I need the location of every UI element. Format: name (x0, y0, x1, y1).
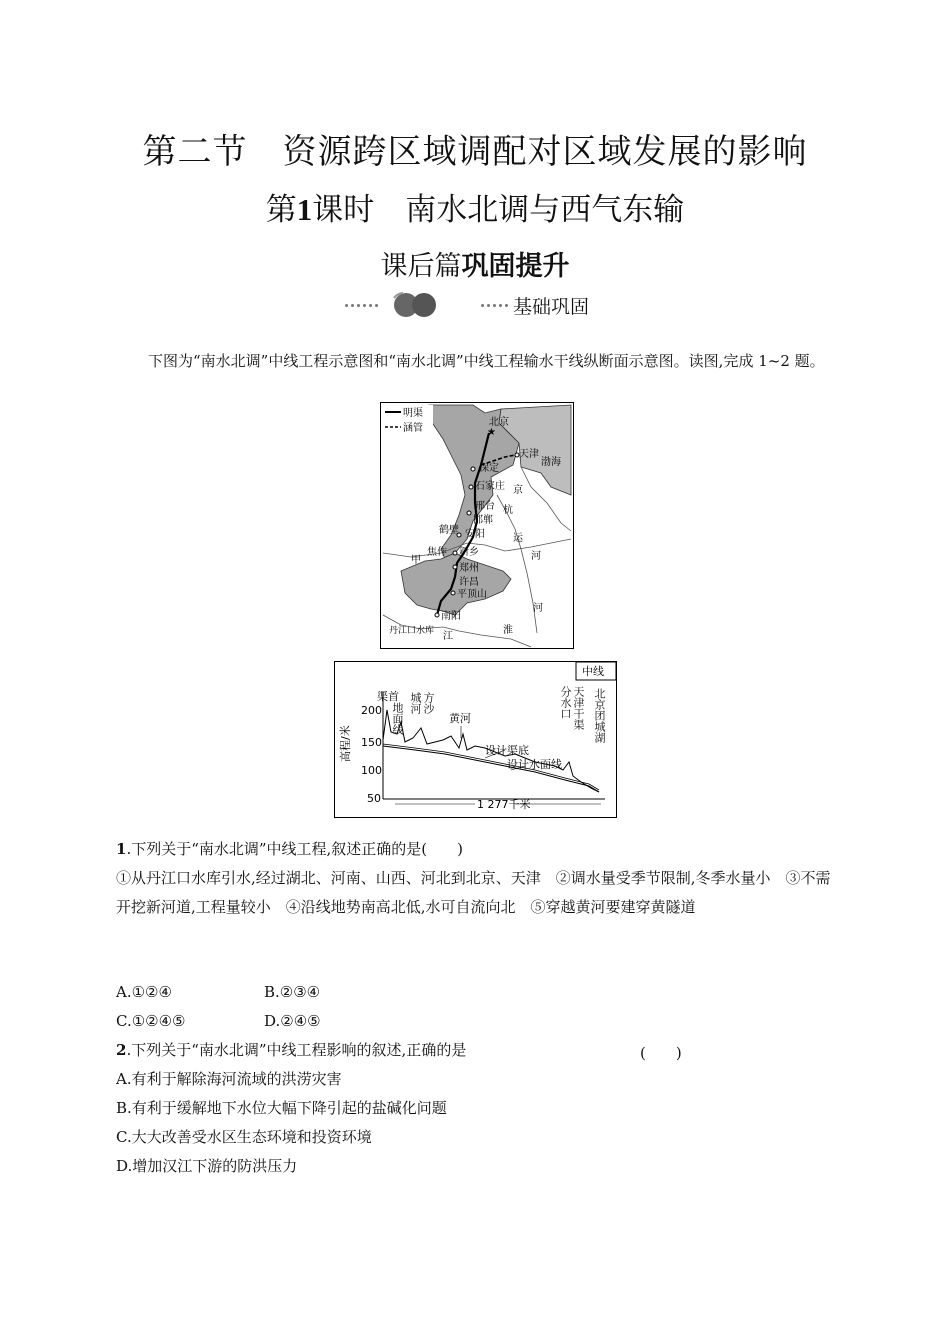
dots-right-icon (481, 304, 511, 308)
question-1 (116, 835, 836, 922)
map-beijing: 北京 (489, 417, 509, 428)
map-huai: 淮 (503, 625, 513, 636)
label-fangsha: 方沙城河 (409, 692, 435, 714)
map-zhengzhou: 郑州 (459, 563, 479, 574)
map-yun: 运 (513, 533, 523, 544)
legend-culvert: 涵管 (403, 423, 423, 434)
q2-number: 2 (116, 1041, 127, 1059)
label-dimianxian: 地面线 (391, 702, 404, 735)
map-anyang: 安阳 (465, 529, 485, 540)
q1-statements: ①从丹江口水库引水,经过湖北、河南、山西、河北到北京、天津 ②调水量受季节限制,冬季水量小 ③不需开挖新河道,工程量较小 ④沿线地势南高北低,水可自流向北 ⑤穿越黄河要建穿黄隧道 (116, 869, 831, 916)
map-xingtai: 邢台 (475, 501, 495, 512)
ytick-200: 200 (361, 704, 382, 717)
q2-stem: .下列关于“南水北调”中线工程影响的叙述,正确的是 (126, 1041, 467, 1059)
lesson-rest: 课时 南水北调与西气东输 (312, 192, 685, 228)
label-water-line: 设计水面线 (507, 758, 562, 771)
ytick-150: 150 (361, 736, 382, 749)
label-qushou (377, 689, 399, 703)
map-nanyang: 南阳 (441, 611, 461, 622)
profile-tag: 中线 (582, 665, 604, 678)
label-qushou-text: 渠首 (377, 690, 399, 703)
map-hebi: 鹤壁 (439, 525, 459, 536)
map-he: 河 (531, 551, 541, 562)
map-handan: 邯郸 (473, 515, 493, 526)
profile-ylabel: 高程/米 (339, 725, 352, 762)
question-2 (116, 1036, 836, 1181)
label-canal-bottom: 设计渠底 (485, 744, 529, 757)
label-huanghe: 黄河 (449, 712, 471, 725)
ytick-100: 100 (361, 764, 382, 777)
profile-chart (334, 661, 617, 818)
map-tianjin: 天津 (519, 449, 539, 460)
q1-number: 1 (116, 840, 127, 858)
profile-xlabel: 1 277千米 (477, 798, 531, 811)
q2-bracket: ( ) (640, 1044, 682, 1062)
ytick-50: 50 (367, 792, 381, 805)
map-shijiazhuang: 石家庄 (475, 481, 505, 492)
lesson-number: 1 (296, 192, 313, 227)
lesson-prefix: 第 (265, 192, 297, 228)
map-jing: 京 (513, 485, 523, 496)
map-xuchang: 许昌 (459, 577, 479, 588)
dots-left-icon (345, 304, 381, 308)
label-tianjin-branch: 天津干渠分水口 (559, 686, 585, 730)
q1-option-b[interactable]: B.②③④ (264, 983, 321, 1001)
beijing-star-icon: ★ (487, 427, 496, 438)
lesson-title (0, 184, 950, 229)
map-hang: 杭 (503, 505, 513, 516)
map-danjiangkou: 丹江口水库 (389, 626, 435, 636)
map-baoding: 保定 (479, 463, 499, 474)
route-map (380, 402, 574, 649)
label-beijing-end: 北京团城湖 (593, 688, 606, 743)
q1-stem-line (116, 835, 836, 864)
map-pingdingshan: 平顶山 (457, 589, 487, 600)
section-header-bold: 巩固提升 (461, 251, 570, 282)
page-title: 第二节 资源跨区域调配对区域发展的影响 (142, 132, 808, 172)
map-jiaozuo: 焦作 (427, 547, 447, 558)
section-tag (345, 290, 625, 322)
q2-stem-line (116, 1036, 836, 1065)
section-header (0, 244, 950, 283)
q2-option-b[interactable]: B.有利于缓解地下水位大幅下降引起的盐碱化问题 (116, 1099, 447, 1117)
map-he2: 河 (533, 603, 543, 614)
q2-option-c[interactable]: C.大大改善受水区生态环境和投资环境 (116, 1128, 372, 1146)
q1-option-c[interactable]: C.①②④⑤ (116, 1012, 186, 1030)
map-bohai: 渤海 (541, 457, 561, 468)
q1-option-a[interactable]: A.①②④ (116, 983, 172, 1001)
map-jia: 甲 (411, 555, 421, 566)
section-tag-label: 基础巩固 (513, 296, 590, 318)
map-jiang: 江 (443, 631, 453, 642)
q1-option-d[interactable]: D.②④⑤ (264, 1012, 321, 1030)
intro-paragraph: 下图为“南水北调”中线工程示意图和“南水北调”中线工程输水干线纵断面示意图。读图,完成 1~2 题。 (148, 352, 825, 370)
legend-open-canal: 明渠 (403, 408, 423, 419)
section-header-normal: 课后篇 (380, 251, 462, 282)
double-circle-icon (389, 290, 441, 320)
map-xinxiang: 新乡 (459, 547, 479, 558)
q2-option-d[interactable]: D.增加汉江下游的防洪压力 (116, 1157, 298, 1175)
q2-option-a[interactable]: A.有利于解除海河流域的洪涝灾害 (116, 1070, 342, 1088)
q1-stem: .下列关于“南水北调”中线工程,叙述正确的是( ) (126, 840, 464, 858)
